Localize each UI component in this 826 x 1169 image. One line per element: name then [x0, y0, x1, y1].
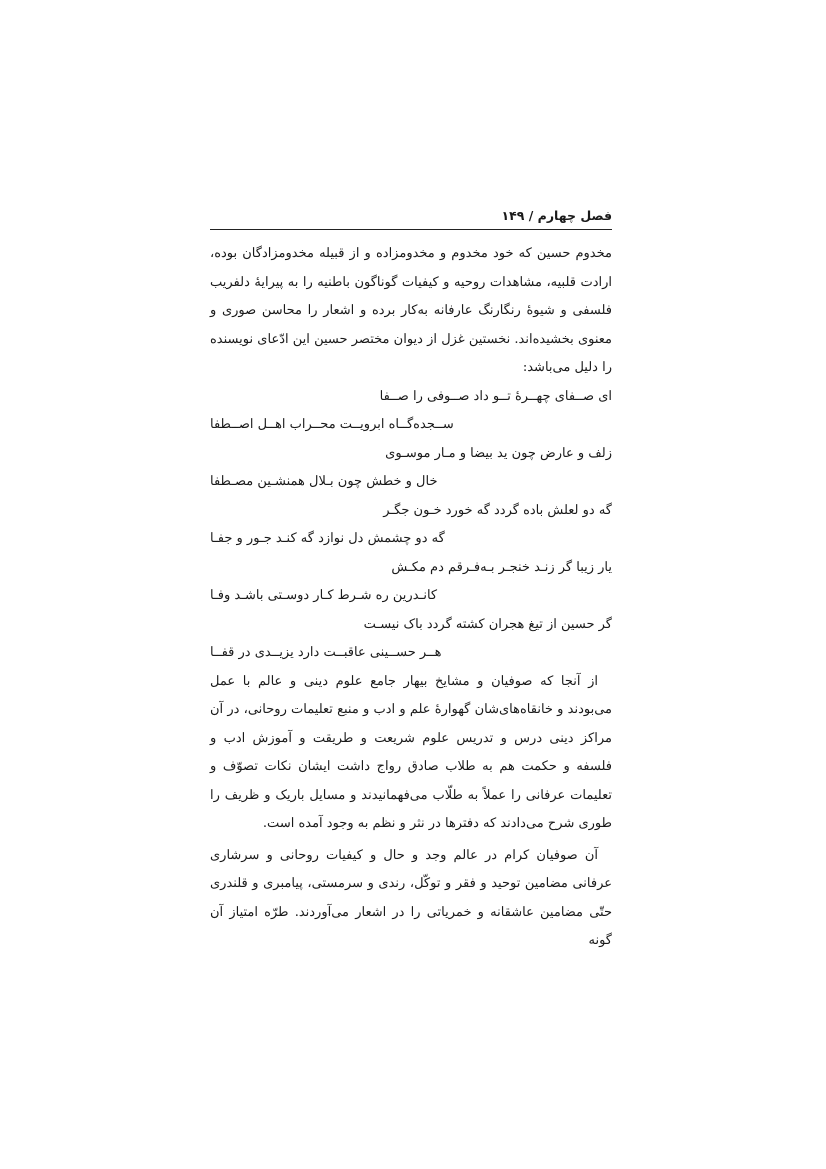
- intro-paragraph: مخدوم حسین که خود مخدوم و مخدومزاده و از قبیله مخدومزادگان بوده، ارادت قلبیه، مشاهدات روحیه و کیفیات گوناگون باطنیه را به پیرایهٔ دلفریب فلسفی و شیوهٔ رنگارنگ عارفانه به‌کار برده و اشعار را محاسن صوری و معنوی بخشیده‌اند. نخستین غزل از دیوان مختصر حسین این ادّعای نویسنده را دلیل می‌باشد:: [210, 246, 612, 375]
- verse-4-second-hemistich: کانـدرین ره شـرط کـار دوسـتی باشـد وفـا: [210, 588, 438, 603]
- running-header: فصل چهارم / ۱۴۹: [210, 208, 612, 230]
- verse-3-second-hemistich: گه دو چشمش دل نوازد گه کنـد جـور و جفـا: [210, 531, 445, 546]
- verse-4-first-hemistich: یار زیبا گر زنـد خنجـر بـه‌فـرقم دم مکـش: [391, 559, 612, 575]
- verse-5-first-hemistich: گر حسین از تیغ هجران کشته گردد باک نیسـت: [363, 616, 612, 632]
- verse-2-second-hemistich: خال و خطش چون بـلال همنشـین مصـطفا: [210, 474, 438, 489]
- verse-2-first-hemistich: زلف و عارض چون ید بیضا و مـار موسـوی: [385, 445, 612, 461]
- body-paragraph: از آنجا که صوفیان و مشایخ بیهار جامع علوم دینی و عالم با عمل می‌بودند و خانقاه‌های‌شان گهوارهٔ علم و ادب و منبع تعلیمات روحانی، در آن مراکز دینی درس و تدریس علوم شریعت و طریقت و آموزش ادب و فلسفه و حکمت هم به طلاب صادق رواج داشت ایشان نکات تصوّف و تعلیمات عرفانی را عملاً به طلّاب می‌فهمانیدند و مسایل باریک و ظریف را طوری شرح می‌دادند که دفترها در نثر و نظم به وجود آمده است.: [210, 673, 612, 831]
- verse-5-second-hemistich: هــر حســینی عاقبــت دارد یزیــدی در قفــا: [210, 645, 442, 660]
- page-body: [210, 240, 612, 956]
- verse-1-first-hemistich: ای صــفای چهــرهٔ تــو داد صــوفی را صــفا: [379, 388, 612, 404]
- poem: [210, 383, 612, 668]
- verse-3-first-hemistich: گه دو لعلش باده گردد گه خورد خـون جگـر: [383, 502, 612, 518]
- verse-1-second-hemistich: ســجده‌گــاه ابرویــت محــراب اهــل اصــطفا: [210, 417, 454, 432]
- body-paragraph: آن صوفیان کرام در عالم وجد و حال و کیفیات روحانی و سرشاری عرفانی مضامین توحید و فقر و توکّل، رندی و سرمستی، پیامبری و قلندری حتّی مضامین عاشقانه و خمریاتی را در اشعار می‌آوردند. طرّه امتیاز آن گونه: [210, 847, 612, 948]
